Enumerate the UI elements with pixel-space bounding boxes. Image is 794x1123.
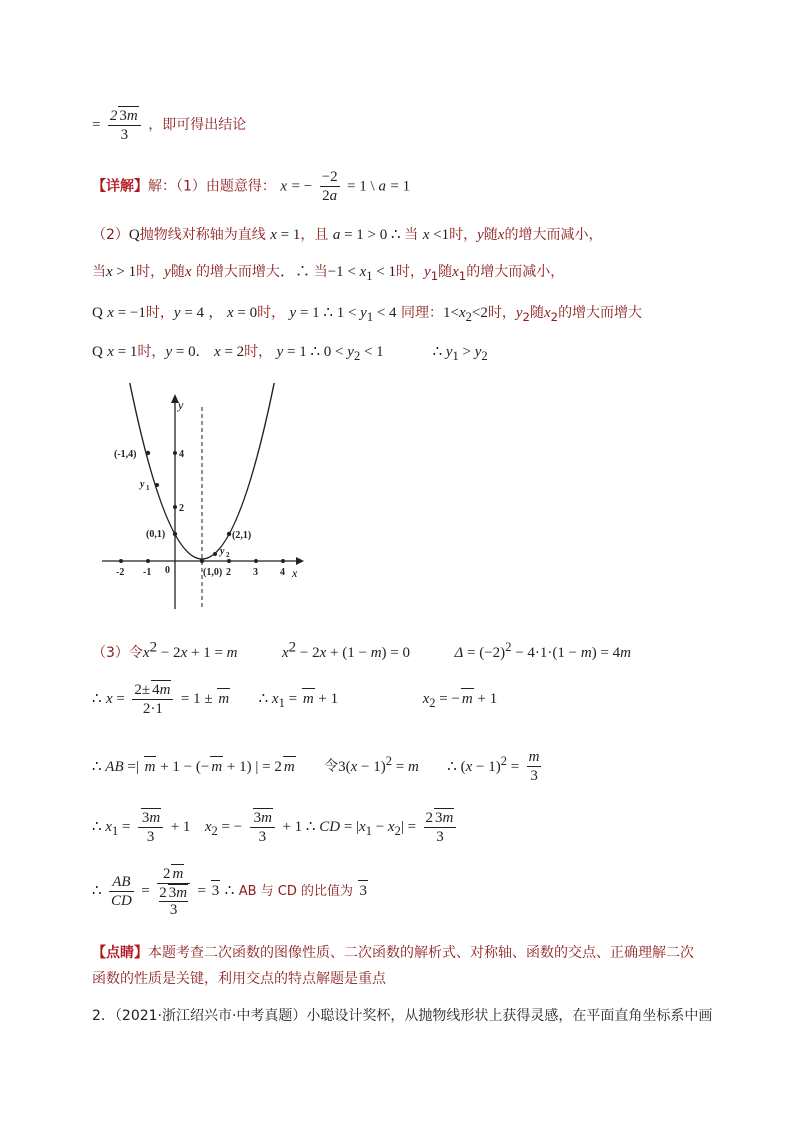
x-axis-arrow xyxy=(296,557,304,565)
question-2: 2．（2021·浙江绍兴市·中考真题）小聪设计奖杯，从抛物线形状上获得灵感，在平面直角坐标系中画 xyxy=(92,1008,713,1024)
comment-text-1: 本题考查二次函数的图像性质、二次函数的解析式、对称轴、函数的交点、正确理解二次 xyxy=(148,945,694,961)
part3-line-d: ∴ $x_1$ = $\frac{3m}{3}$ + 1 $x_2$ = − $\frac{3m}{3}$ + 1 ∴ CD = $|x_1 - x_2|$ = $\frac{2 3m}{3}$ xyxy=(92,808,459,846)
comment-paragraph xyxy=(92,940,694,992)
tick-point xyxy=(281,559,285,563)
comment-text-2: 函数的性质是关键，利用交点的特点解题是重点 xyxy=(92,971,386,987)
y-tick-label: 4 xyxy=(179,449,184,460)
and-text: ，且 xyxy=(300,227,329,243)
y1-label: y xyxy=(140,479,145,490)
y2-label: y xyxy=(220,546,225,557)
time-text-c: 时， xyxy=(396,264,425,280)
detail-bracket: 【详解】 xyxy=(92,178,148,195)
ratio-text: AB 与 CD 的比值为 xyxy=(238,884,353,899)
y-tick-label: 2 xyxy=(179,503,184,514)
point-label: (1,0) xyxy=(203,567,223,578)
decrease-text: 的增大而减小， xyxy=(504,227,603,243)
part3-line-a: （3）令$x^2 - 2x + 1 = m$ $x^2 - 2x + (1 - m) = 0$ $\Delta = (-2)^2 - 4\cdot 1\cdot(1 - m) = 4m$ xyxy=(92,639,631,661)
part2-line-d: Q x = 1时，y = 0． x = 2时， y = 1 ∴ $0 < y_2 < 1$ ∴ $y_1 > y_2$ xyxy=(92,344,488,363)
x-tick-label: 4 xyxy=(280,567,285,578)
point-1-0 xyxy=(200,559,204,563)
because-symbol: Q xyxy=(128,227,140,243)
tick-point xyxy=(119,559,123,563)
conclusion-text: ，即可得出结论 xyxy=(148,117,247,133)
point-label: (2,1) xyxy=(232,530,252,541)
x-tick-label: 2 xyxy=(226,567,231,578)
increase-text-c: 的增大而增大 xyxy=(558,305,643,321)
detail-line: 【详解】解：（1）由题意得： x = − $\frac{-2}{2a}$ = 1 \ a = 1 xyxy=(92,169,411,204)
point-label: (0,1) xyxy=(146,529,166,540)
tick-point xyxy=(173,451,177,455)
part3-line-c: ∴ AB =| m + 1 − (− m + 1) | = 2 m 令$3(x - 1)^2 = m$ ∴ $(x - 1)^2$ = $\frac{m}{3}$ xyxy=(92,749,540,784)
part2-line-c: Q x = −1时，y = 4 ， x = 0时， y = 1 ∴ $1 < y_1 < 4$ 同理：$1<x_2<2$时，$y_2$随$x_2$的增大而增大 xyxy=(92,305,643,324)
detail-label: 解：（1）由题意得： xyxy=(148,178,276,195)
when-text-c: 当 xyxy=(313,264,328,280)
point-2-1 xyxy=(227,532,231,536)
time-text: 时， xyxy=(449,227,478,243)
increase-text: 的增大而增大 xyxy=(195,264,280,280)
with-text-c: 随 xyxy=(438,264,453,280)
tick-point xyxy=(254,559,258,563)
time-text-b: 时， xyxy=(136,264,165,280)
comment-bracket: 【点睛】 xyxy=(92,945,148,961)
part2-line-b: 当x > 1时，y随x 的增大而增大．∴ 当$-1 < x_1 < 1$时，$y_1$随$x_1$的增大而减小， xyxy=(92,264,565,283)
x-axis-label: x xyxy=(292,566,298,580)
x-tick-label: 0 xyxy=(165,565,170,576)
similarly-text: 同理： xyxy=(401,305,444,321)
let-text: 令 xyxy=(324,758,339,775)
part2-label: （2） xyxy=(92,227,129,243)
part3-label: （3）令 xyxy=(92,645,143,661)
tick-point xyxy=(146,559,150,563)
y-axis-label: y xyxy=(178,398,184,412)
axis-text: 抛物线对称轴为直线 xyxy=(139,227,266,243)
parabola-graph xyxy=(96,383,306,613)
with-text: 随 xyxy=(483,227,498,243)
point-label: (-1,4) xyxy=(114,449,137,460)
x-tick-label: -1 xyxy=(143,567,152,578)
ratio-line: ∴ $\frac{AB}{CD}$ = 2 m 2 3m 3 = 3 ∴ AB 与 CD 的比值为 3 xyxy=(92,866,367,918)
y1-sub: 1 xyxy=(146,484,150,492)
x-tick-label: -2 xyxy=(116,567,125,578)
conclusion-line: = $\frac{2 3m}{3}$ ，即可得出结论 xyxy=(92,108,247,143)
point-minus1-4 xyxy=(146,451,150,455)
y2-sub: 2 xyxy=(226,551,230,559)
tick-point xyxy=(227,559,231,563)
when-text: 当 xyxy=(404,227,419,243)
with-text-b: 随 xyxy=(170,264,185,280)
point-y1 xyxy=(155,483,159,487)
point-0-1 xyxy=(173,532,177,536)
x-tick-label: 3 xyxy=(253,567,258,578)
part2-line-a: （2）Q抛物线对称轴为直线 x = 1，且 a = 1 > 0 ∴ 当 x <1时，y随x的增大而减小， xyxy=(92,227,603,243)
when-text-b: 当 xyxy=(92,264,106,280)
point-y2 xyxy=(213,552,217,556)
part3-line-b: ∴ x = $\frac{2\pm 4m}{2\cdot 1}$ = 1 ± m ∴ $x_1 = m + 1$ $x_2$ = − m + 1 xyxy=(92,682,498,717)
tick-point xyxy=(173,505,177,509)
decrease-text-c: 的增大而减小， xyxy=(466,264,565,280)
